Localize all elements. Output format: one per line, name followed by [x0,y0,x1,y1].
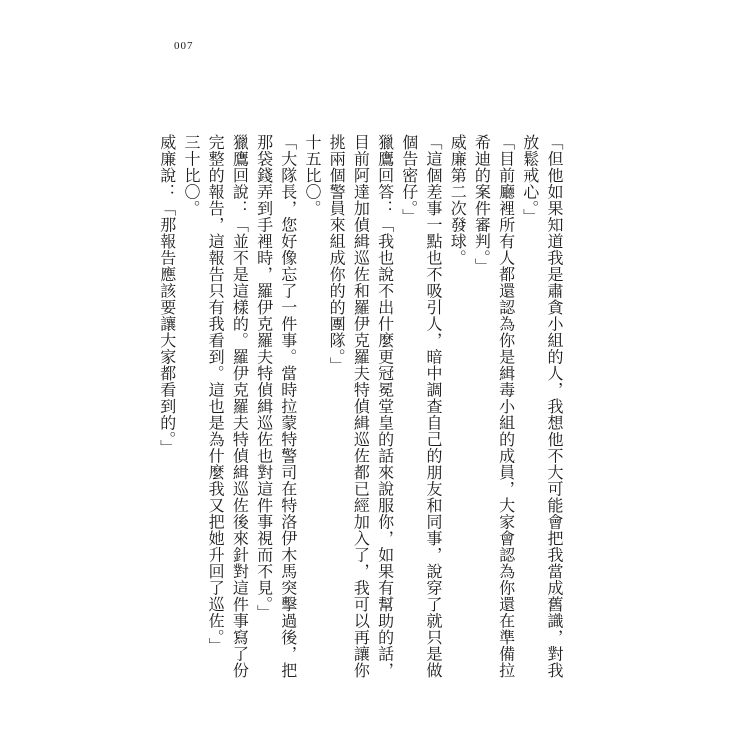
paragraph: 「這個差事一點也不吸引人，暗中調查自己的朋友和同事，說穿了就只是做個告密仔。」 [399,134,443,679]
paragraph: 獵鷹回答：「我也說不出什麼更冠冕堂皇的話來說服你，如果有幫助的話，目前阿達加偵緝巡佐和羅伊克羅夫特偵緝巡佐都已經加入了，我可以再讓你挑兩個警員來組成你的的團隊。」 [327,134,395,679]
paragraph: 三十比〇。 [181,134,201,217]
vertical-text-body [157,134,566,694]
paragraph: 「目前廳裡所有人都還認為你是緝毒小組的成員，大家會認為你還在準備拉希迪的案件審判。」 [472,134,516,679]
paragraph: 「但他如果知道我是肅貪小組的人，我想他不大可能會把我當成舊識，對我放鬆戒心。」 [520,134,564,679]
paragraph: 威廉說：「那報告應該要讓大家都看到的。」 [157,134,177,456]
paragraph: 威廉第二次發球。 [448,134,468,266]
paragraph: 獵鷹回說：「並不是這樣的。羅伊克羅夫特偵緝巡佐後來針對這件事寫了份完整的報告，這報告只有我看到。這也是為什麼我又把她升回了巡佐。」 [206,134,250,679]
paragraph: 十五比〇。 [302,134,322,217]
paragraph: 「大隊長，您好像忘了一件事。當時拉蒙特警司在特洛伊木馬突擊過後，把那袋錢弄到手裡時，羅伊克羅夫特偵緝巡佐也對這件事視而不見。」 [254,134,298,679]
page-number: 007 [174,40,194,52]
